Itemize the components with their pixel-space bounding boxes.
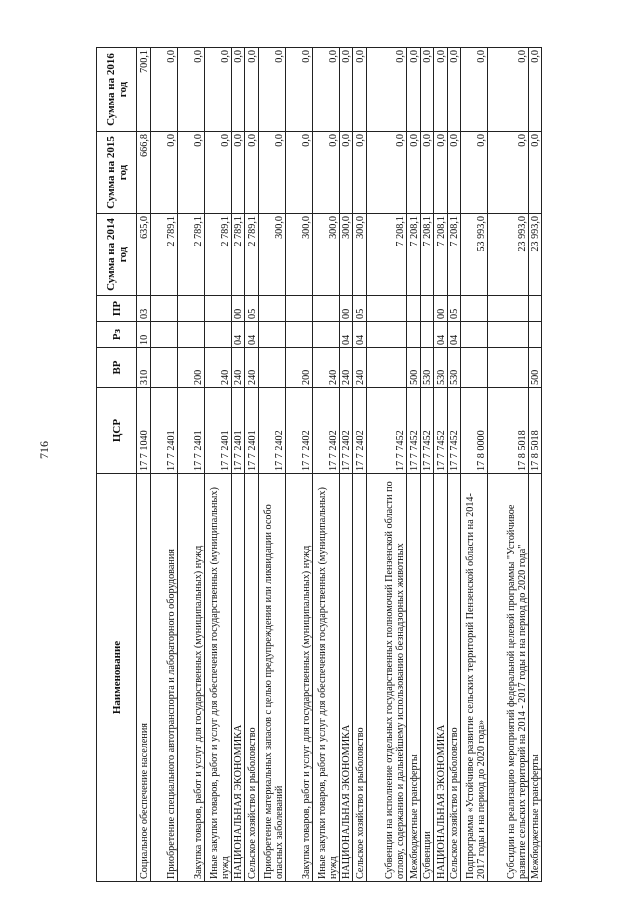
cell-pr bbox=[461, 296, 488, 322]
cell-y2016: 0,0 bbox=[339, 48, 353, 132]
cell-y2014: 2 789,1 bbox=[150, 214, 177, 296]
cell-y2014: 7 208,1 bbox=[420, 214, 434, 296]
cell-rz: 04 bbox=[231, 322, 245, 348]
cell-pr bbox=[150, 296, 177, 322]
cell-csr: 17 7 2401 bbox=[177, 388, 204, 474]
cell-pr bbox=[420, 296, 434, 322]
cell-y2016: 0,0 bbox=[177, 48, 204, 132]
cell-csr: 17 7 2402 bbox=[312, 388, 339, 474]
cell-name: Закупка товаров, работ и услуг для государственных (муниципальных) нужд bbox=[285, 474, 312, 882]
table-row bbox=[461, 48, 488, 882]
cell-pr: 03 bbox=[137, 296, 151, 322]
cell-y2016: 0,0 bbox=[366, 48, 407, 132]
cell-name: Субвенции bbox=[420, 474, 434, 882]
cell-pr: 00 bbox=[231, 296, 245, 322]
cell-name: НАЦИОНАЛЬНАЯ ЭКОНОМИКА bbox=[339, 474, 353, 882]
cell-pr: 00 bbox=[339, 296, 353, 322]
cell-y2015: 0,0 bbox=[488, 132, 529, 214]
cell-y2016: 0,0 bbox=[150, 48, 177, 132]
cell-name: НАЦИОНАЛЬНАЯ ЭКОНОМИКА bbox=[434, 474, 448, 882]
cell-name: Иные закупки товаров, работ и услуг для обеспечения государственных (муниципальных) нужд bbox=[204, 474, 231, 882]
cell-csr: 17 7 2402 bbox=[285, 388, 312, 474]
cell-name: Иные закупки товаров, работ и услуг для обеспечения государственных (муниципальных) нужд bbox=[312, 474, 339, 882]
cell-y2016: 0,0 bbox=[204, 48, 231, 132]
cell-y2015: 0,0 bbox=[461, 132, 488, 214]
cell-csr: 17 7 7452 bbox=[447, 388, 461, 474]
cell-y2014: 2 789,1 bbox=[245, 214, 259, 296]
cell-rz: 04 bbox=[434, 322, 448, 348]
cell-y2014: 7 208,1 bbox=[447, 214, 461, 296]
cell-rz bbox=[150, 322, 177, 348]
cell-y2014: 7 208,1 bbox=[366, 214, 407, 296]
cell-y2014: 23 993,0 bbox=[488, 214, 529, 296]
table-row bbox=[353, 48, 367, 882]
cell-csr: 17 8 5018 bbox=[488, 388, 529, 474]
table-row bbox=[245, 48, 259, 882]
cell-y2014: 300,0 bbox=[258, 214, 285, 296]
col-header-name: Наименование bbox=[97, 474, 137, 882]
cell-pr: 05 bbox=[353, 296, 367, 322]
cell-y2015: 0,0 bbox=[285, 132, 312, 214]
cell-vr: 500 bbox=[407, 348, 421, 388]
budget-table-container bbox=[96, 48, 542, 882]
table-row bbox=[150, 48, 177, 882]
cell-y2016: 0,0 bbox=[407, 48, 421, 132]
cell-csr: 17 7 7452 bbox=[434, 388, 448, 474]
table-row bbox=[528, 48, 542, 882]
cell-y2015: 0,0 bbox=[204, 132, 231, 214]
cell-y2015: 0,0 bbox=[258, 132, 285, 214]
cell-name: Межбюджетные трансферты bbox=[407, 474, 421, 882]
cell-y2016: 0,0 bbox=[285, 48, 312, 132]
table-row bbox=[447, 48, 461, 882]
cell-y2016: 0,0 bbox=[434, 48, 448, 132]
cell-y2015: 0,0 bbox=[177, 132, 204, 214]
cell-csr: 17 7 2401 bbox=[150, 388, 177, 474]
cell-y2015: 0,0 bbox=[366, 132, 407, 214]
cell-pr bbox=[366, 296, 407, 322]
cell-pr bbox=[177, 296, 204, 322]
cell-y2015: 0,0 bbox=[339, 132, 353, 214]
col-header-2014: Сумма на 2014 год bbox=[97, 214, 137, 296]
cell-rz bbox=[420, 322, 434, 348]
col-header-vr: ВР bbox=[97, 348, 137, 388]
cell-rz: 04 bbox=[353, 322, 367, 348]
table-row bbox=[231, 48, 245, 882]
cell-csr: 17 7 1040 bbox=[137, 388, 151, 474]
cell-y2014: 53 993,0 bbox=[461, 214, 488, 296]
cell-y2016: 0,0 bbox=[461, 48, 488, 132]
cell-pr: 00 bbox=[434, 296, 448, 322]
cell-csr: 17 7 2401 bbox=[245, 388, 259, 474]
cell-y2014: 300,0 bbox=[312, 214, 339, 296]
cell-name: Подпрограмма «Устойчивое развитие сельских территорий Пензенской области на 2014-2017 годы и на период до 2020 года» bbox=[461, 474, 488, 882]
cell-vr: 240 bbox=[353, 348, 367, 388]
cell-vr: 530 bbox=[434, 348, 448, 388]
cell-csr: 17 7 2402 bbox=[339, 388, 353, 474]
cell-vr bbox=[258, 348, 285, 388]
cell-y2016: 0,0 bbox=[353, 48, 367, 132]
cell-vr: 240 bbox=[231, 348, 245, 388]
cell-rz bbox=[177, 322, 204, 348]
cell-y2015: 0,0 bbox=[245, 132, 259, 214]
cell-name: Субвенции на исполнение отдельных государственных полномочий Пензенской области по отлову, содержанию и дальнейшему использованию безнадзорных животных bbox=[366, 474, 407, 882]
cell-y2014: 635,0 bbox=[137, 214, 151, 296]
cell-y2015: 666,8 bbox=[137, 132, 151, 214]
cell-vr bbox=[366, 348, 407, 388]
cell-pr: 05 bbox=[245, 296, 259, 322]
cell-pr bbox=[407, 296, 421, 322]
cell-vr bbox=[150, 348, 177, 388]
cell-rz bbox=[285, 322, 312, 348]
col-header-csr: ЦСР bbox=[97, 388, 137, 474]
cell-rz bbox=[461, 322, 488, 348]
cell-vr bbox=[488, 348, 529, 388]
cell-y2016: 700,1 bbox=[137, 48, 151, 132]
cell-y2016: 0,0 bbox=[528, 48, 542, 132]
table-row bbox=[312, 48, 339, 882]
cell-y2016: 0,0 bbox=[488, 48, 529, 132]
cell-name: Сельское хозяйство и рыболовство bbox=[245, 474, 259, 882]
table-row bbox=[339, 48, 353, 882]
table-row bbox=[204, 48, 231, 882]
col-header-rz: Рз bbox=[97, 322, 137, 348]
cell-vr: 240 bbox=[204, 348, 231, 388]
cell-y2016: 0,0 bbox=[258, 48, 285, 132]
cell-y2014: 300,0 bbox=[339, 214, 353, 296]
cell-vr bbox=[461, 348, 488, 388]
table-row bbox=[366, 48, 407, 882]
cell-pr bbox=[285, 296, 312, 322]
cell-rz: 10 bbox=[137, 322, 151, 348]
cell-vr: 200 bbox=[177, 348, 204, 388]
cell-y2014: 2 789,1 bbox=[231, 214, 245, 296]
cell-name: Субсидии на реализацию мероприятий федеральной целевой программы "Устойчивое развитие сельских территорий на 2014 - 2017 годы и на период до 2020 года" bbox=[488, 474, 529, 882]
cell-name: Приобретение специального автотранспорта и лабораторного оборудования bbox=[150, 474, 177, 882]
cell-y2015: 0,0 bbox=[150, 132, 177, 214]
cell-name: НАЦИОНАЛЬНАЯ ЭКОНОМИКА bbox=[231, 474, 245, 882]
table-row bbox=[177, 48, 204, 882]
cell-csr: 17 7 2402 bbox=[353, 388, 367, 474]
cell-csr: 17 7 2401 bbox=[204, 388, 231, 474]
cell-csr: 17 7 2401 bbox=[231, 388, 245, 474]
cell-y2014: 23 993,0 bbox=[528, 214, 542, 296]
cell-name: Социальное обеспечение населения bbox=[137, 474, 151, 882]
cell-y2016: 0,0 bbox=[245, 48, 259, 132]
cell-y2014: 2 789,1 bbox=[204, 214, 231, 296]
cell-vr: 200 bbox=[285, 348, 312, 388]
cell-rz bbox=[528, 322, 542, 348]
col-header-2015: Сумма на 2015 год bbox=[97, 132, 137, 214]
cell-name: Сельское хозяйство и рыболовство bbox=[447, 474, 461, 882]
budget-table bbox=[96, 47, 542, 882]
cell-y2016: 0,0 bbox=[231, 48, 245, 132]
table-row bbox=[258, 48, 285, 882]
cell-csr: 17 8 5018 bbox=[528, 388, 542, 474]
cell-vr: 500 bbox=[528, 348, 542, 388]
cell-csr: 17 7 7452 bbox=[366, 388, 407, 474]
cell-name: Межбюджетные трансферты bbox=[528, 474, 542, 882]
cell-y2014: 300,0 bbox=[285, 214, 312, 296]
cell-rz bbox=[258, 322, 285, 348]
cell-pr bbox=[488, 296, 529, 322]
cell-y2014: 7 208,1 bbox=[407, 214, 421, 296]
cell-y2015: 0,0 bbox=[420, 132, 434, 214]
cell-pr bbox=[258, 296, 285, 322]
cell-y2015: 0,0 bbox=[434, 132, 448, 214]
cell-vr: 530 bbox=[420, 348, 434, 388]
cell-vr: 530 bbox=[447, 348, 461, 388]
cell-y2015: 0,0 bbox=[407, 132, 421, 214]
cell-y2015: 0,0 bbox=[353, 132, 367, 214]
cell-name: Сельское хозяйство и рыболовство bbox=[353, 474, 367, 882]
cell-y2014: 7 208,1 bbox=[434, 214, 448, 296]
col-header-pr: ПР bbox=[97, 296, 137, 322]
cell-pr bbox=[528, 296, 542, 322]
table-row bbox=[488, 48, 529, 882]
page-number: 716 bbox=[37, 441, 51, 459]
cell-csr: 17 7 2402 bbox=[258, 388, 285, 474]
table-row bbox=[420, 48, 434, 882]
table-row bbox=[407, 48, 421, 882]
cell-rz bbox=[488, 322, 529, 348]
cell-vr: 310 bbox=[137, 348, 151, 388]
cell-csr: 17 8 0000 bbox=[461, 388, 488, 474]
cell-rz bbox=[312, 322, 339, 348]
cell-rz bbox=[366, 322, 407, 348]
cell-name: Приобретение материальных запасов с целью предупреждения или ликвидации особо опасных заболеваний bbox=[258, 474, 285, 882]
cell-y2015: 0,0 bbox=[312, 132, 339, 214]
cell-name: Закупка товаров, работ и услуг для государственных (муниципальных) нужд bbox=[177, 474, 204, 882]
table-row bbox=[434, 48, 448, 882]
cell-vr: 240 bbox=[245, 348, 259, 388]
cell-rz: 04 bbox=[245, 322, 259, 348]
cell-y2014: 300,0 bbox=[353, 214, 367, 296]
cell-rz bbox=[407, 322, 421, 348]
table-header-row bbox=[97, 48, 137, 882]
cell-y2015: 0,0 bbox=[447, 132, 461, 214]
cell-pr bbox=[312, 296, 339, 322]
cell-rz bbox=[204, 322, 231, 348]
cell-pr: 05 bbox=[447, 296, 461, 322]
cell-vr: 240 bbox=[312, 348, 339, 388]
cell-vr: 240 bbox=[339, 348, 353, 388]
cell-y2015: 0,0 bbox=[231, 132, 245, 214]
cell-y2016: 0,0 bbox=[312, 48, 339, 132]
cell-y2014: 2 789,1 bbox=[177, 214, 204, 296]
col-header-2016: Сумма на 2016 год bbox=[97, 48, 137, 132]
table-row bbox=[285, 48, 312, 882]
cell-y2016: 0,0 bbox=[447, 48, 461, 132]
cell-y2015: 0,0 bbox=[528, 132, 542, 214]
cell-csr: 17 7 7452 bbox=[407, 388, 421, 474]
cell-pr bbox=[204, 296, 231, 322]
cell-rz: 04 bbox=[447, 322, 461, 348]
table-row bbox=[137, 48, 151, 882]
cell-rz: 04 bbox=[339, 322, 353, 348]
cell-csr: 17 7 7452 bbox=[420, 388, 434, 474]
cell-y2016: 0,0 bbox=[420, 48, 434, 132]
